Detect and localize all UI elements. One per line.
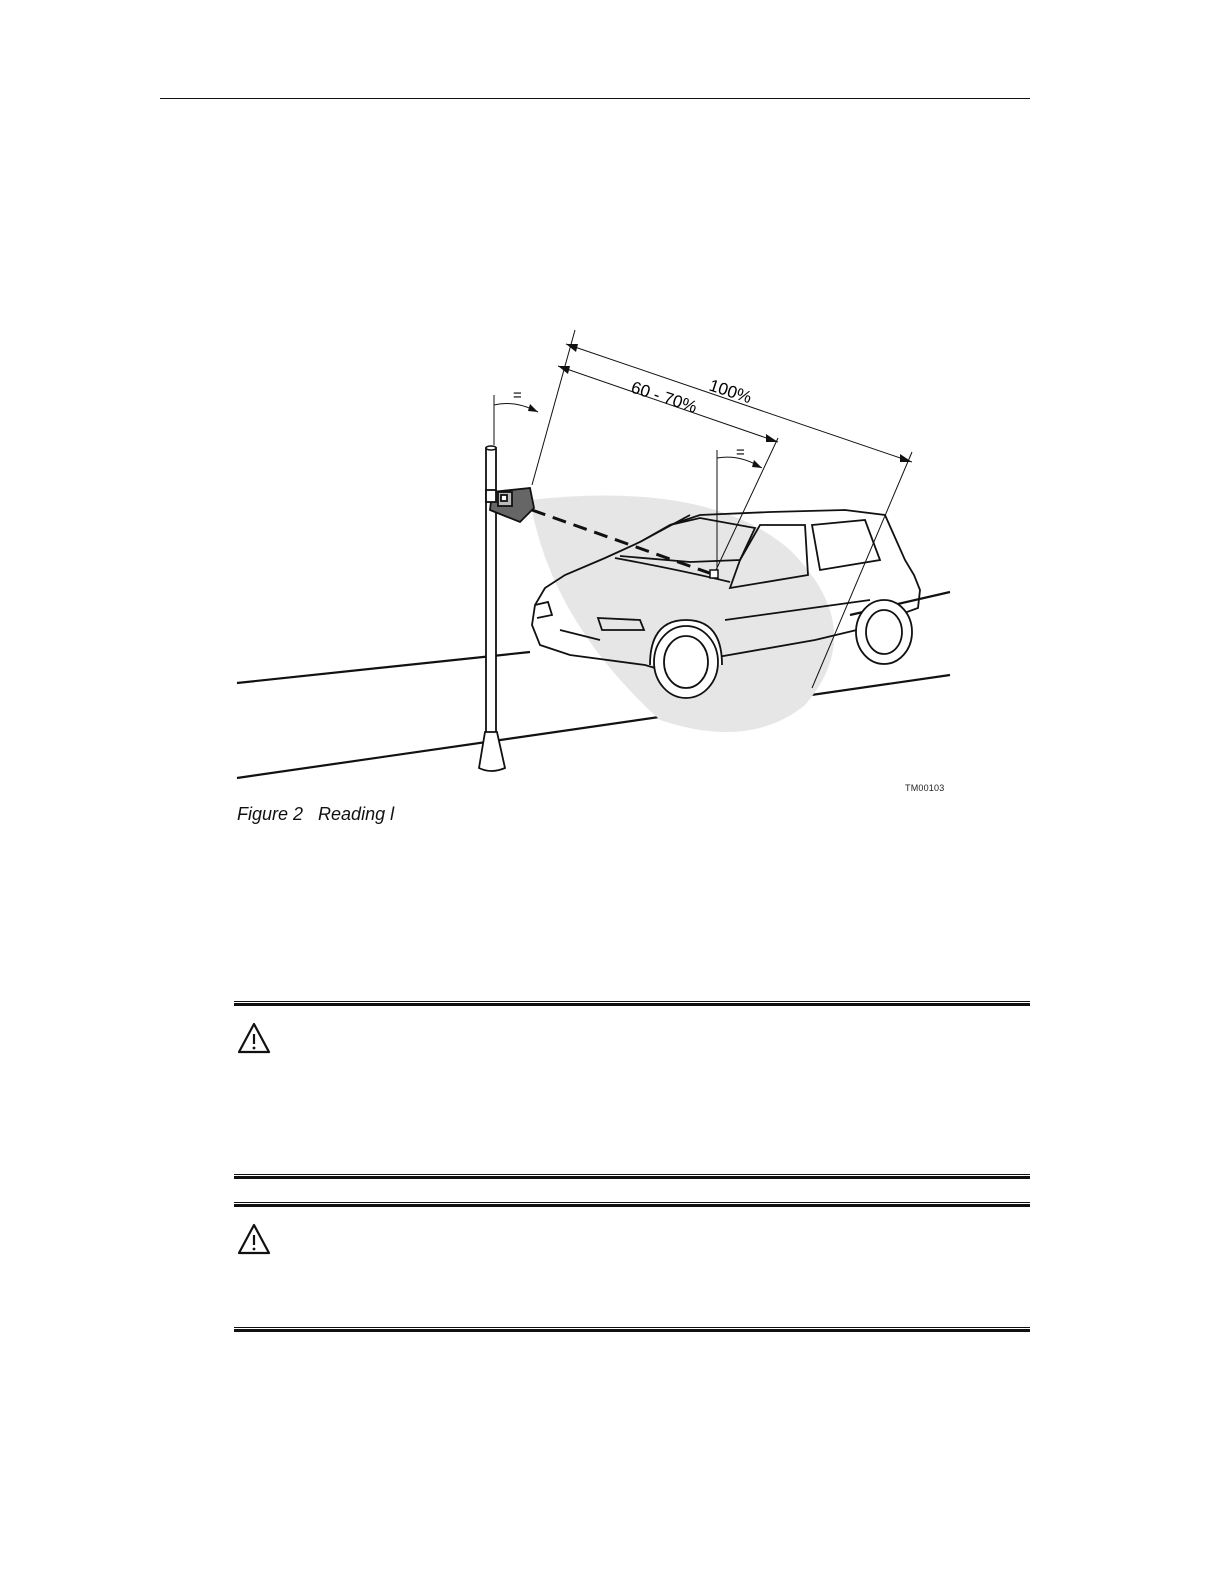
road-line-near xyxy=(237,675,950,778)
reading-setup-illustration xyxy=(230,320,960,800)
car-rear-window xyxy=(812,520,880,570)
label-60-70-percent: 60 - 70% xyxy=(628,377,700,417)
arrow-60-start xyxy=(558,366,570,374)
label-100-percent: 100% xyxy=(706,375,754,408)
figure-caption: Figure 2 Reading l xyxy=(237,804,395,824)
car-wheel-rear xyxy=(856,600,912,664)
warning-box-2 xyxy=(234,1202,1030,1337)
warning-box-1-bottom-rule xyxy=(234,1174,1030,1179)
tag-marker xyxy=(710,570,718,578)
label-equal-angle-1: = xyxy=(513,387,522,404)
warning-triangle-icon xyxy=(236,1222,272,1256)
label-equal-angle-2: = xyxy=(736,444,745,461)
extension-line-reader xyxy=(532,330,575,485)
header-rule xyxy=(160,98,1030,99)
arrowheads xyxy=(528,344,912,468)
car-headlight-left xyxy=(535,602,552,618)
arrow-100-start xyxy=(566,344,578,352)
warning-box-1 xyxy=(234,1001,1030,1181)
figure-reading-setup xyxy=(230,320,960,800)
warning-box-2-bottom-rule xyxy=(234,1327,1030,1332)
figure-id: TM00103 xyxy=(905,783,945,793)
pole-base xyxy=(479,732,505,771)
arrow-angle-1 xyxy=(528,404,538,412)
warning-box-1-top-rule xyxy=(234,1001,1030,1006)
warning-triangle-icon xyxy=(236,1021,272,1055)
warning-box-2-top-rule xyxy=(234,1202,1030,1207)
arrow-angle-2 xyxy=(752,460,762,468)
